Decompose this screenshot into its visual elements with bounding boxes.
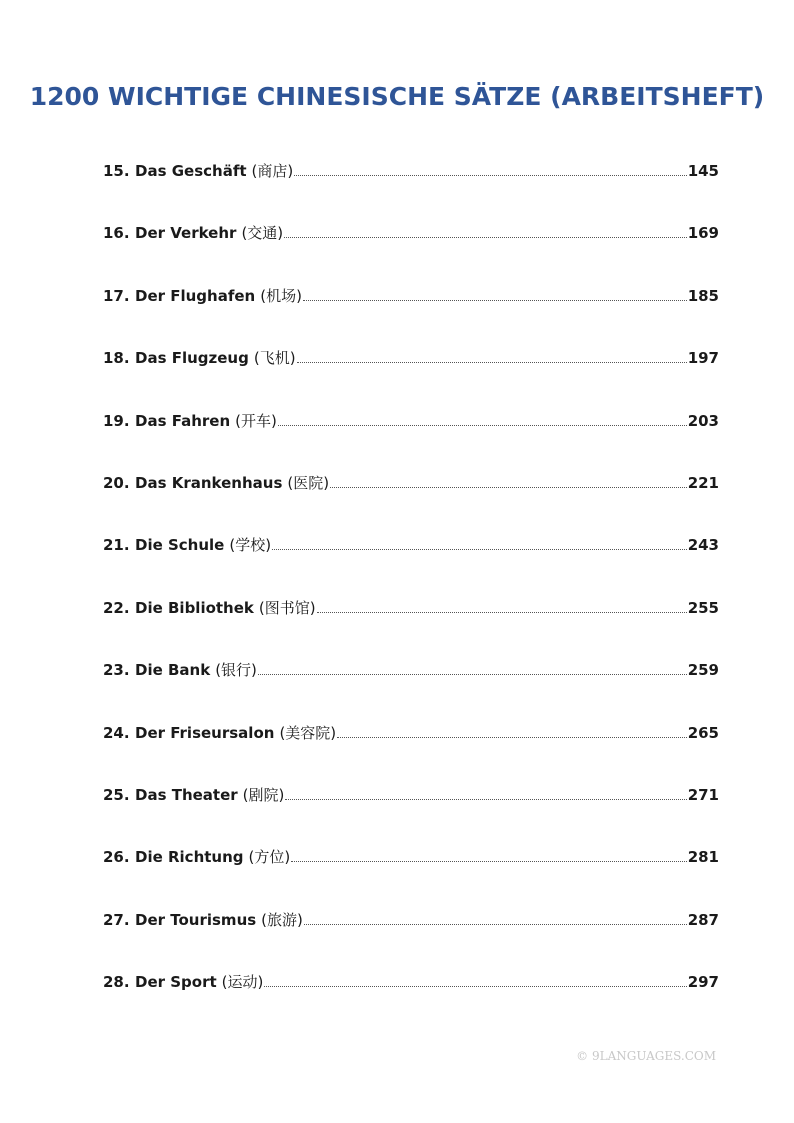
dot-leader: [337, 725, 687, 738]
toc-entry-chinese: (机场): [260, 286, 302, 305]
toc-entry-chinese: (医院): [287, 473, 330, 492]
dot-leader: [258, 662, 687, 675]
toc-entry-title: Das Krankenhaus: [135, 473, 283, 492]
dot-leader: [284, 225, 687, 238]
dot-leader: [291, 849, 686, 862]
toc-entry-title: Der Flughafen: [135, 286, 256, 305]
toc-entry[interactable]: [103, 722, 719, 784]
toc-entry-number: 20.: [103, 473, 130, 492]
toc-entry-page: 259: [687, 661, 719, 680]
toc-entry[interactable]: [103, 784, 719, 846]
dot-leader: [264, 974, 686, 987]
toc-entry-page: 197: [687, 349, 719, 368]
toc-entry-title: Der Tourismus: [135, 910, 257, 929]
toc-entry[interactable]: [103, 285, 719, 347]
toc-entry-title: Das Flugzeug: [135, 349, 249, 368]
toc-entry-page: 185: [687, 286, 719, 305]
dot-leader: [303, 288, 687, 301]
toc-entry[interactable]: [103, 222, 719, 284]
toc-entry-title: Die Richtung: [135, 848, 244, 867]
toc-entry-title: Der Verkehr: [135, 224, 237, 243]
toc-entry[interactable]: [103, 846, 719, 908]
toc-entry[interactable]: [103, 534, 719, 596]
toc-entry-number: 16.: [103, 224, 130, 243]
toc-entry-title: Die Bibliothek: [135, 598, 254, 617]
toc-entry-number: 18.: [103, 349, 130, 368]
dot-leader: [317, 600, 687, 613]
toc-entry-chinese: (开车): [235, 411, 277, 430]
toc-entry-title: Der Friseursalon: [135, 723, 275, 742]
dot-leader: [272, 537, 687, 550]
toc-entry[interactable]: [103, 909, 719, 971]
toc-entry-title: Das Theater: [135, 785, 238, 804]
toc-entry-number: 26.: [103, 848, 130, 867]
toc-entry-page: 265: [687, 723, 719, 742]
page-title: 1200 WICHTIGE CHINESISCHE SÄTZE (ARBEITSHEFT): [29, 82, 765, 111]
toc-entry-page: 221: [687, 473, 719, 492]
toc-entry-number: 23.: [103, 661, 130, 680]
toc-entry-title: Der Sport: [135, 973, 217, 992]
toc-entry-title: Das Fahren: [135, 411, 231, 430]
toc-entry-title: Das Geschäft: [135, 162, 247, 180]
toc-entry-chinese: (银行): [215, 661, 257, 680]
toc-entry[interactable]: [103, 347, 719, 409]
toc-entry[interactable]: [103, 597, 719, 659]
toc-entry-title: Die Schule: [135, 536, 225, 555]
toc-entry[interactable]: [103, 410, 719, 472]
toc-entry-number: 22.: [103, 598, 130, 617]
toc-entry-number: 17.: [103, 286, 130, 305]
dot-leader: [330, 475, 687, 488]
toc-entry-page: 169: [687, 224, 719, 243]
toc-entry-page: 145: [687, 162, 719, 180]
toc-entry-page: 255: [687, 598, 719, 617]
dot-leader: [304, 912, 687, 925]
toc-entry-number: 15.: [103, 162, 130, 180]
toc-entry-chinese: (运动): [221, 973, 264, 992]
toc-entry-chinese: (图书馆): [258, 598, 316, 617]
toc-entry[interactable]: [103, 971, 719, 1033]
dot-leader: [278, 413, 687, 426]
toc-entry-number: 25.: [103, 785, 130, 804]
toc-entry-number: 28.: [103, 973, 130, 992]
toc-entry-chinese: (学校): [229, 536, 272, 555]
watermark: © 9LANGUAGES.COM: [576, 1049, 716, 1063]
toc-entry-page: 287: [687, 910, 719, 929]
toc-entry-page: 203: [687, 411, 719, 430]
toc-entry-number: 27.: [103, 910, 130, 929]
toc-entry-chinese: (剧院): [242, 785, 285, 804]
toc-entry[interactable]: [103, 659, 719, 721]
toc-entry-chinese: (方位): [248, 848, 291, 867]
toc-entry-page: 297: [687, 973, 719, 992]
table-of-contents: [103, 160, 719, 1033]
toc-entry-page: 271: [687, 785, 719, 804]
toc-entry-title: Die Bank: [135, 661, 211, 680]
toc-entry-chinese: (美容院): [279, 723, 337, 742]
toc-entry-number: 21.: [103, 536, 130, 555]
toc-entry-chinese: (飞机): [253, 349, 296, 368]
toc-entry-number: 19.: [103, 411, 130, 430]
toc-entry[interactable]: [103, 160, 719, 222]
toc-entry-number: 24.: [103, 723, 130, 742]
toc-entry-chinese: (交通): [241, 224, 284, 243]
dot-leader: [294, 163, 686, 176]
dot-leader: [285, 787, 686, 800]
toc-entry-chinese: (商店): [251, 162, 294, 180]
toc-entry-chinese: (旅游): [261, 910, 303, 929]
dot-leader: [297, 350, 687, 363]
toc-entry[interactable]: [103, 472, 719, 534]
toc-entry-page: 243: [687, 536, 719, 555]
toc-entry-page: 281: [687, 848, 719, 867]
